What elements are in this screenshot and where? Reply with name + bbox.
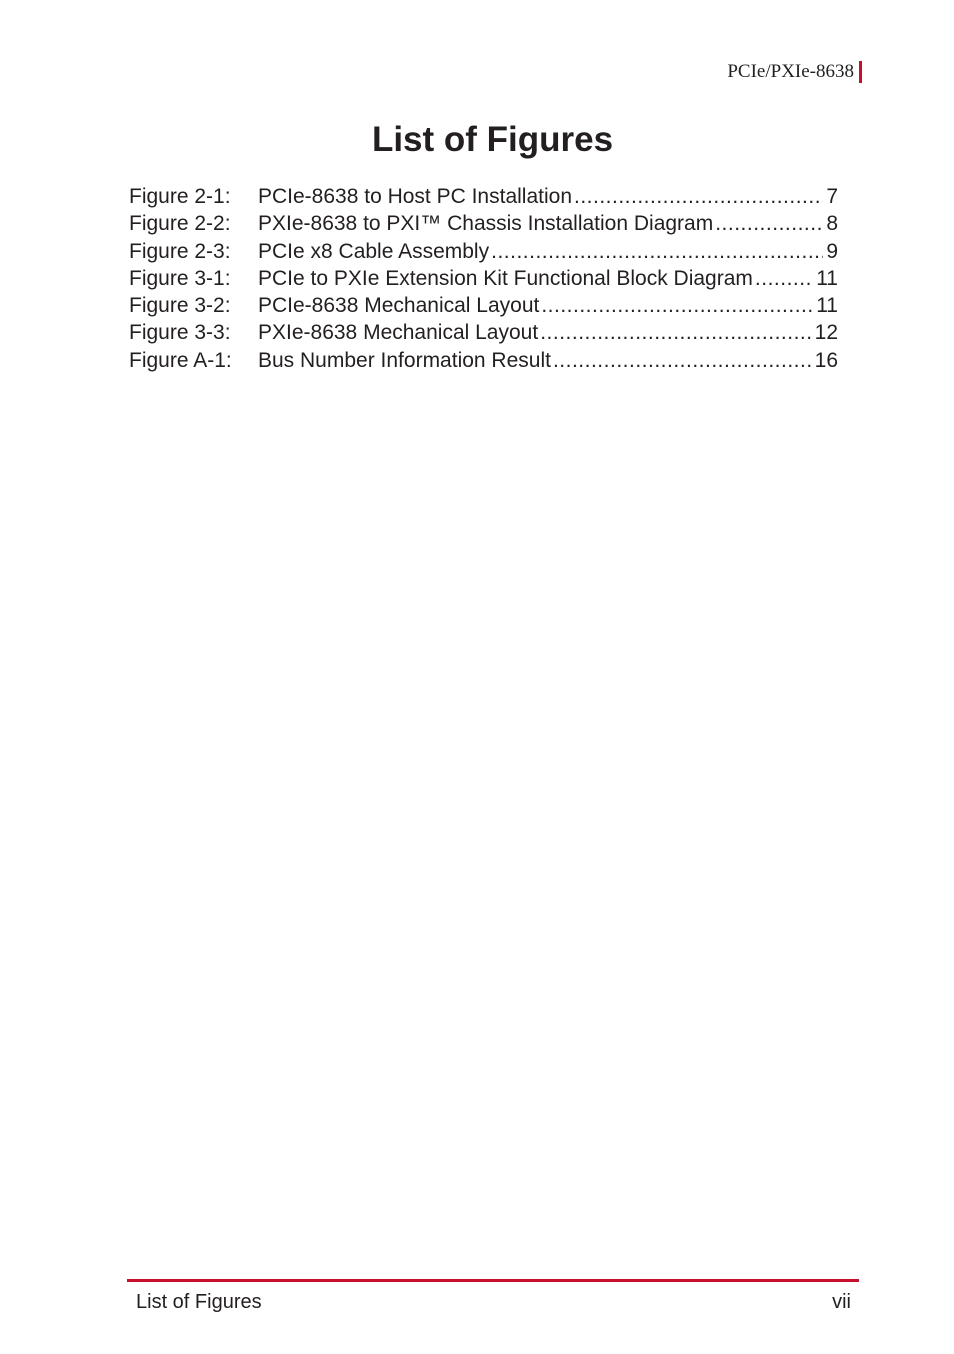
figure-entry[interactable] [129, 347, 838, 374]
dot-leader [553, 347, 812, 374]
footer-divider [127, 1279, 859, 1282]
figure-page-number: 8 [826, 212, 838, 236]
dot-leader [491, 238, 823, 265]
figure-label: Figure 2-2: [129, 212, 231, 236]
figure-title: PCIe-8638 Mechanical Layout [258, 294, 540, 318]
figure-page-number: 11 [816, 266, 838, 290]
figure-title: PXIe-8638 to PXI™ Chassis Installation Diagram [258, 212, 714, 236]
figure-label: Figure A-1: [129, 348, 232, 372]
figure-title: Bus Number Information Result [258, 348, 551, 372]
figure-label: Figure 2-3: [129, 239, 231, 263]
figure-title: PCIe x8 Cable Assembly [258, 239, 490, 263]
figure-entry[interactable] [129, 292, 838, 319]
header-product-name: PCIe/PXIe-8638 [727, 61, 854, 82]
header-accent-bar [859, 61, 862, 83]
figure-label: Figure 3-3: [129, 321, 231, 345]
figure-page-number: 9 [826, 239, 838, 263]
figure-entry[interactable] [129, 183, 838, 210]
dot-leader [540, 319, 811, 346]
footer-page-number: vii [832, 1291, 851, 1313]
figure-entry[interactable] [129, 319, 838, 346]
figure-label: Figure 3-2: [129, 294, 231, 318]
figure-entry[interactable] [129, 210, 838, 237]
figure-title: PXIe-8638 Mechanical Layout [258, 321, 539, 345]
figure-page-number: 12 [814, 321, 838, 345]
figure-page-number: 16 [814, 348, 838, 372]
footer-section-title: List of Figures [136, 1291, 262, 1313]
figure-page-number: 11 [816, 294, 838, 318]
dot-leader [574, 183, 823, 210]
figure-page-number: 7 [826, 185, 838, 208]
dot-leader [715, 210, 823, 237]
figure-entry[interactable] [129, 265, 838, 292]
dot-leader [541, 292, 813, 319]
dot-leader [755, 265, 813, 292]
running-header [727, 60, 862, 84]
page-title: List of Figures [371, 120, 614, 159]
figure-label: Figure 3-1: [129, 266, 231, 290]
figure-title: PCIe-8638 to Host PC Installation [258, 185, 572, 208]
figure-title: PCIe to PXIe Extension Kit Functional Block Diagram [258, 266, 753, 290]
figure-list [129, 183, 838, 374]
figure-entry[interactable] [129, 238, 838, 265]
figure-label: Figure 2-1: [129, 185, 231, 208]
